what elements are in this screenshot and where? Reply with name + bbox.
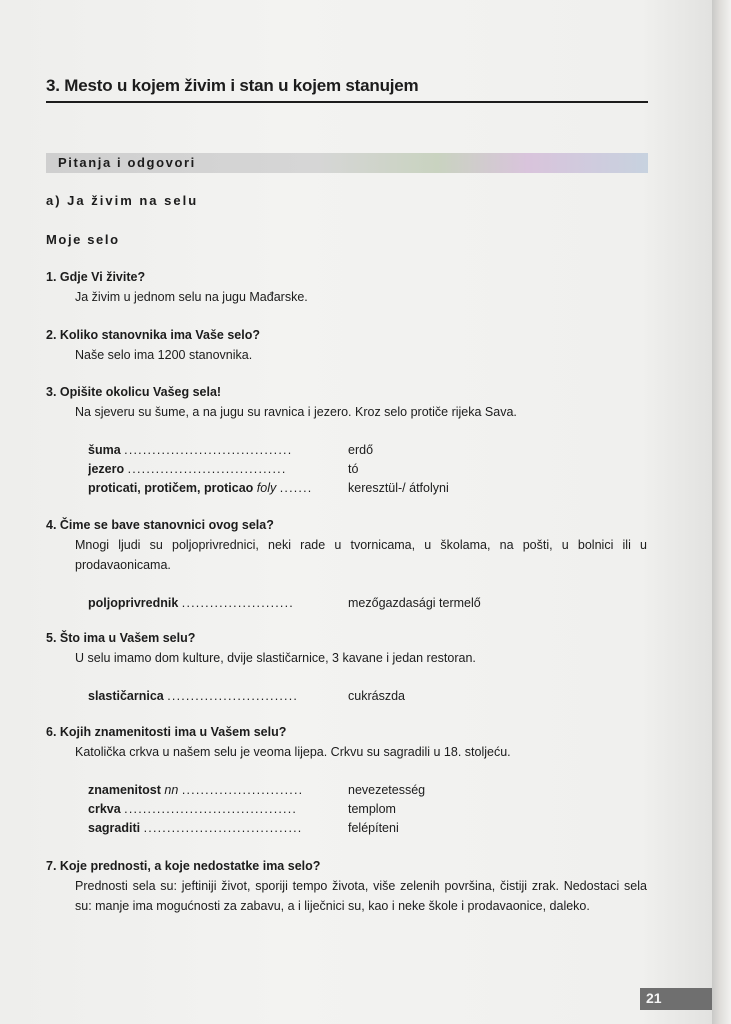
answer-2: Naše selo ima 1200 stanovnika. bbox=[75, 348, 253, 362]
vocab-dots: ....... bbox=[279, 481, 313, 495]
vocab-word: znamenitost bbox=[88, 783, 161, 797]
page-number: 21 bbox=[646, 990, 662, 1006]
vocab-word: crkva bbox=[88, 802, 121, 816]
vocab-translation: nevezetesség bbox=[348, 783, 426, 797]
vocab-entry bbox=[88, 689, 348, 703]
question-3: 3. Opišite okolicu Vašeg sela! bbox=[46, 385, 222, 399]
answer-1: Ja živim u jednom selu na jugu Mađarske. bbox=[75, 290, 308, 304]
question-6: 6. Kojih znamenitosti ima u Vašem selu? bbox=[46, 725, 287, 739]
answer-5: U selu imamo dom kulture, dvije slastičarnice, 3 kavane i jedan restoran. bbox=[75, 651, 476, 665]
vocab-note: foly bbox=[256, 481, 277, 495]
subsection-title: a) Ja živim na selu bbox=[46, 193, 199, 208]
section-title: Pitanja i odgovori bbox=[58, 155, 196, 170]
question-7: 7. Koje prednosti, a koje nedostatke ima selo? bbox=[46, 859, 321, 873]
vocab-entry bbox=[88, 443, 348, 457]
answer-3: Na sjeveru su šume, a na jugu su ravnica i jezero. Kroz selo protiče rijeka Sava. bbox=[75, 405, 517, 419]
vocab-dots: ..................................... bbox=[124, 802, 298, 816]
vocab-dots: .................................... bbox=[124, 443, 293, 457]
question-5: 5. Što ima u Vašem selu? bbox=[46, 631, 196, 645]
vocab-translation: tó bbox=[348, 462, 359, 476]
vocab-word: poljoprivrednik bbox=[88, 596, 179, 610]
vocab-word: šuma bbox=[88, 443, 121, 457]
vocab-entry bbox=[88, 783, 348, 797]
vocab-entry bbox=[88, 481, 348, 495]
answer-6: Katolička crkva u našem selu je veoma lijepa. Crkvu su sagradili u 18. stoljeću. bbox=[75, 745, 511, 759]
vocab-note: nn bbox=[164, 783, 179, 797]
vocab-dots: ............................ bbox=[167, 689, 299, 703]
page-edge-shadow bbox=[712, 0, 731, 1024]
vocab-dots: ........................ bbox=[181, 596, 294, 610]
vocab-word: jezero bbox=[88, 462, 125, 476]
vocab-entry bbox=[88, 596, 348, 610]
vocab-word: proticati, protičem, proticao bbox=[88, 481, 254, 495]
vocab-translation: cukrászda bbox=[348, 689, 405, 703]
vocab-word: slastičarnica bbox=[88, 689, 164, 703]
vocab-entry bbox=[88, 802, 348, 816]
section-bar bbox=[46, 153, 648, 173]
answer-7: Prednosti sela su: jeftiniji život, sporiji tempo života, više zelenih površina, čistiji zrak. Nedostaci sela su: manje ima mogućnosti za zabavu, a i liječnici su, kao i neke škole i prodavaonice, daleko. bbox=[75, 879, 647, 913]
title-rule bbox=[46, 101, 648, 103]
vocab-entry bbox=[88, 821, 348, 835]
vocab-dots: .................................. bbox=[127, 462, 287, 476]
vocab-word: sagraditi bbox=[88, 821, 141, 835]
answer-4: Mnogi ljudi su poljoprivrednici, neki rade u tvornicama, u školama, na pošti, u bolnici ili u prodavaonicama. bbox=[75, 538, 647, 572]
vocab-translation: mezőgazdasági termelő bbox=[348, 596, 481, 610]
question-4: 4. Čime se bave stanovnici ovog sela? bbox=[46, 518, 274, 532]
chapter-title: 3. Mesto u kojem živim i stan u kojem stanujem bbox=[46, 76, 419, 95]
vocab-dots: .................................. bbox=[143, 821, 303, 835]
question-2: 2. Koliko stanovnika ima Vaše selo? bbox=[46, 328, 260, 342]
vocab-translation: felépíteni bbox=[348, 821, 399, 835]
vocab-translation: erdő bbox=[348, 443, 374, 457]
vocab-translation: keresztül-/ átfolyni bbox=[348, 481, 449, 495]
vocab-entry bbox=[88, 462, 348, 476]
vocab-translation: templom bbox=[348, 802, 396, 816]
vocab-dots: .......................... bbox=[181, 783, 304, 797]
subheading: Moje selo bbox=[46, 232, 120, 247]
question-1: 1. Gdje Vi živite? bbox=[46, 270, 146, 284]
page-number-tab bbox=[640, 988, 712, 1010]
